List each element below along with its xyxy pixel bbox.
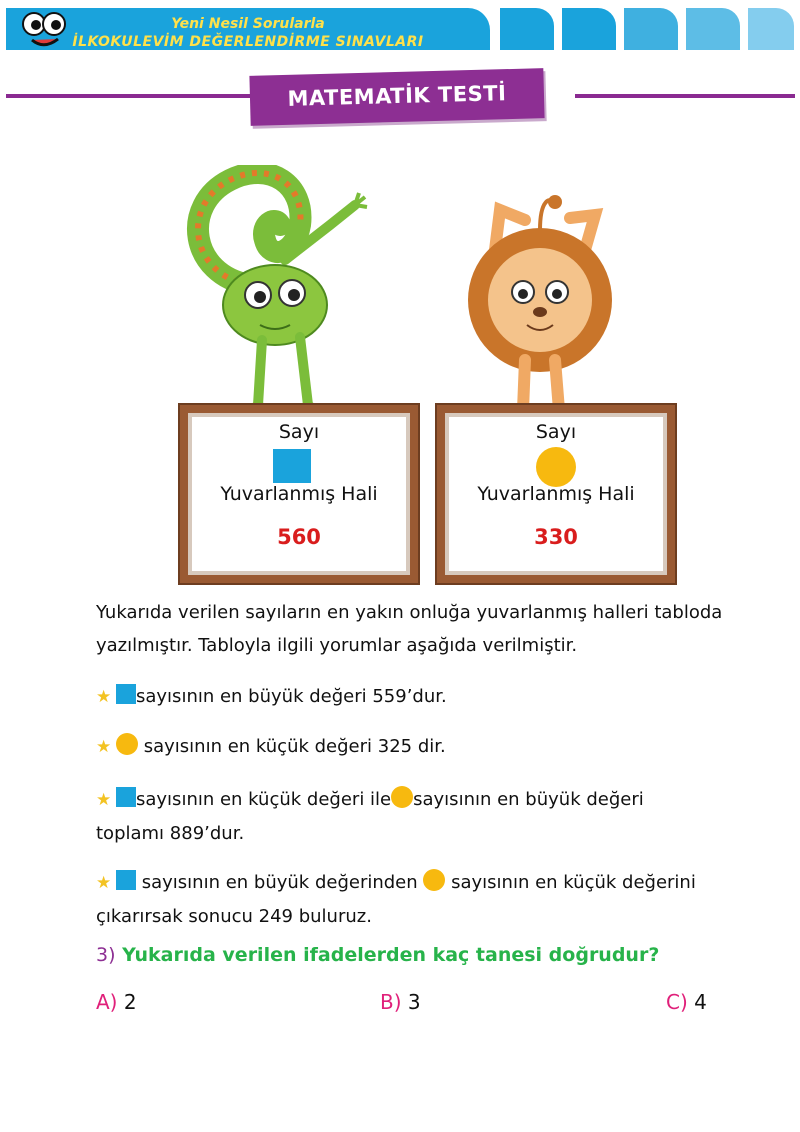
- star-icon: ★: [96, 687, 112, 707]
- intro-line-1: Yukarıda verilen sayıların en yakın onluğa yuvarlanmış halleri tabloda: [96, 602, 723, 623]
- header-title: İLKOKULEVİM DEĞERLENDİRME SINAVLARI: [72, 34, 424, 50]
- board-rounded-value: 560: [277, 525, 321, 549]
- yellow-circle-icon: [116, 733, 138, 755]
- option-value: 2: [123, 990, 137, 1014]
- number-board-1: [180, 405, 418, 583]
- option-value: 4: [694, 990, 707, 1014]
- option-letter: A): [96, 990, 118, 1014]
- option-a[interactable]: [96, 990, 137, 1014]
- mascot-icon: [14, 6, 76, 50]
- yellow-circle-icon: [391, 786, 413, 808]
- board-rounded-label: Yuvarlanmış Hali: [220, 483, 378, 505]
- question: [96, 944, 659, 966]
- header-banner: [6, 8, 490, 50]
- title-rule-left: [6, 94, 254, 98]
- header-tile-4: [686, 8, 740, 50]
- board-rounded-value: 330: [534, 525, 578, 549]
- title-rule-right: [575, 94, 795, 98]
- header-tile-5: [748, 8, 794, 50]
- header-subtitle: Yeni Nesil Sorularla: [171, 16, 325, 32]
- intro-paragraph: [96, 596, 736, 662]
- lion-illustration: [455, 190, 635, 415]
- statement-2: [96, 730, 736, 764]
- blue-square-icon: [273, 449, 311, 483]
- blue-square-icon: [116, 870, 136, 890]
- statement-4: [96, 866, 736, 933]
- statement-text: sayısının en büyük değeri: [413, 789, 644, 810]
- statement-text: sayısının en küçük değeri ile: [136, 789, 392, 810]
- title-banner: [249, 68, 544, 126]
- header-tile-1: [500, 8, 554, 50]
- star-icon: ★: [96, 737, 112, 757]
- header-tile-2: [562, 8, 616, 50]
- option-letter: B): [380, 990, 402, 1014]
- board-rounded-label: Yuvarlanmış Hali: [477, 483, 635, 505]
- star-icon: ★: [96, 790, 112, 810]
- number-board-2: [437, 405, 675, 583]
- statement-text: sayısının en büyük değerinden: [136, 872, 424, 893]
- statement-3: [96, 783, 736, 850]
- star-icon: ★: [96, 873, 112, 893]
- intro-line-2: yazılmıştır. Tabloyla ilgili yorumlar aşağıda verilmiştir.: [96, 635, 578, 656]
- yellow-circle-icon: [423, 869, 445, 891]
- page-title: MATEMATİK TESTİ: [287, 81, 507, 111]
- question-text: Yukarıda verilen ifadelerden kaç tanesi doğrudur?: [122, 944, 660, 966]
- statement-text: toplamı 889’dur.: [96, 823, 245, 844]
- option-letter: C): [666, 990, 688, 1014]
- statement-text: sayısının en büyük değeri 559’dur.: [136, 686, 447, 707]
- statement-1: [96, 680, 736, 714]
- statement-text: çıkarırsak sonucu 249 buluruz.: [96, 906, 372, 927]
- yellow-circle-icon: [536, 447, 576, 487]
- header-tile-3: [624, 8, 678, 50]
- board-number-label: Sayı: [535, 421, 577, 443]
- option-c[interactable]: [666, 990, 707, 1014]
- option-b[interactable]: [380, 990, 421, 1014]
- blue-square-icon: [116, 787, 136, 807]
- statement-text: sayısının en küçük değeri 325 dir.: [138, 736, 446, 757]
- board-number-label: Sayı: [278, 421, 320, 443]
- question-number: 3): [96, 944, 116, 966]
- chameleon-illustration: [180, 165, 380, 415]
- statement-text: sayısının en küçük değerini: [445, 872, 696, 893]
- blue-square-icon: [116, 684, 136, 704]
- option-value: 3: [407, 990, 421, 1014]
